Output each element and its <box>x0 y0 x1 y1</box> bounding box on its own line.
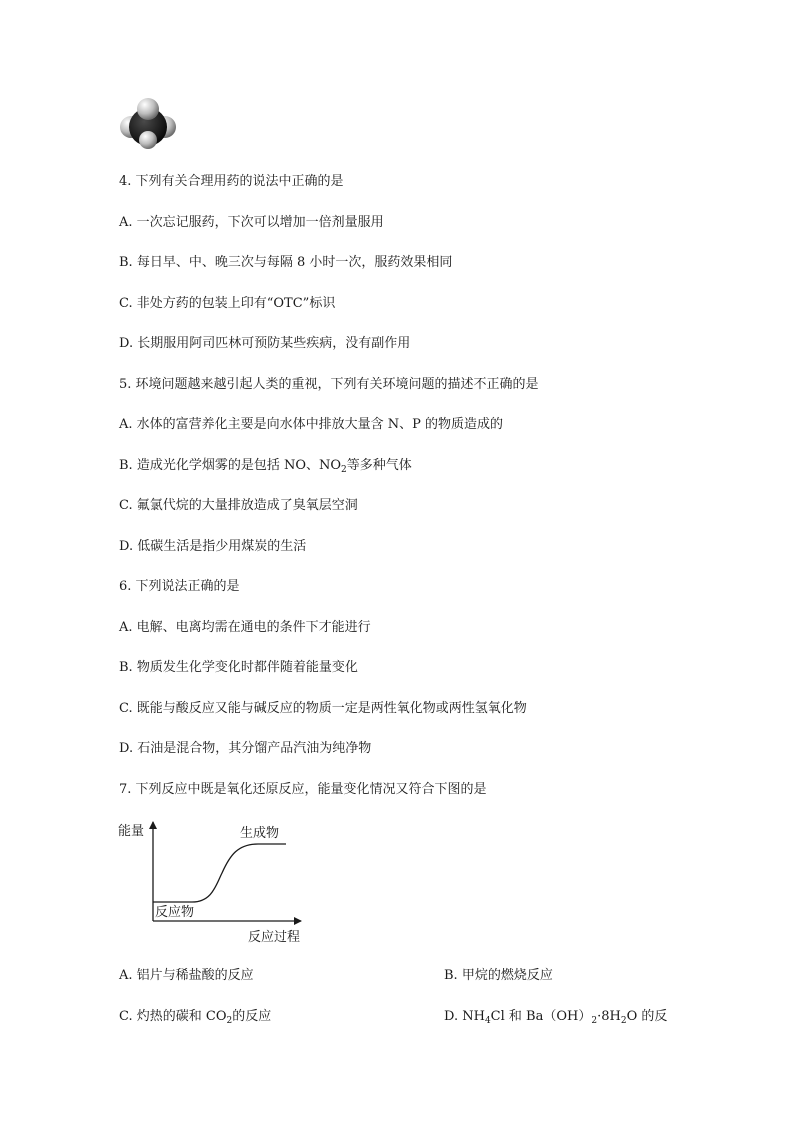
y-axis-label: 能量 <box>118 824 145 839</box>
methane-molecule-image <box>117 97 179 149</box>
question-6-option-b: B. 物质发生化学变化时都伴随着能量变化 <box>119 660 358 675</box>
question-5-stem: 5. 环境问题越来越引起人类的重视，下列有关环境问题的描述不正确的是 <box>119 377 539 392</box>
question-4-option-c: C. 非处方药的包装上印有“OTC”标识 <box>119 296 336 311</box>
question-6-stem: 6. 下列说法正确的是 <box>119 579 240 594</box>
question-6-option-a: A. 电解、电离均需在通电的条件下才能进行 <box>119 620 371 635</box>
reactant-label: 反应物 <box>155 905 195 920</box>
energy-diagram <box>116 818 316 948</box>
question-6-option-d: D. 石油是混合物，其分馏产品汽油为纯净物 <box>119 741 372 756</box>
x-axis-label: 反应过程 <box>248 930 301 945</box>
energy-curve <box>153 844 286 902</box>
question-6-option-c: C. 既能与酸反应又能与碱反应的物质一定是两性氧化物或两性氢氧化物 <box>119 701 527 716</box>
question-4-option-b: B. 每日早、中、晚三次与每隔 8 小时一次，服药效果相同 <box>119 255 453 270</box>
question-4-stem: 4. 下列有关合理用药的说法中正确的是 <box>119 174 344 189</box>
question-7-option-b: B. 甲烷的燃烧反应 <box>444 968 553 983</box>
question-5-option-d: D. 低碳生活是指少用煤炭的生活 <box>119 539 307 554</box>
question-7-option-c: C. 灼热的碳和 $CO_2$的反应 <box>119 1009 272 1026</box>
question-5-option-c: C. 氟氯代烷的大量排放造成了臭氧层空洞 <box>119 498 358 513</box>
question-5-option-a: A. 水体的富营养化主要是向水体中排放大量含 N、P 的物质造成的 <box>119 417 504 432</box>
question-5-option-b: B. 造成光化学烟雾的是包括 NO、$NO_2$等多种气体 <box>119 458 412 475</box>
question-4-option-d: D. 长期服用阿司匹林可预防某些疾病，没有副作用 <box>119 336 411 351</box>
question-4-option-a: A. 一次忘记服药，下次可以增加一倍剂量服用 <box>119 215 384 230</box>
question-7-option-d: D. $NH_4Cl$ 和 $Ba(OH)_2\cdot 8H_2O$ 的反 <box>444 1009 668 1026</box>
product-label: 生成物 <box>240 826 280 841</box>
question-7-stem: 7. 下列反应中既是氧化还原反应，能量变化情况又符合下图的是 <box>119 782 487 797</box>
question-7-option-a: A. 铝片与稀盐酸的反应 <box>119 968 254 983</box>
